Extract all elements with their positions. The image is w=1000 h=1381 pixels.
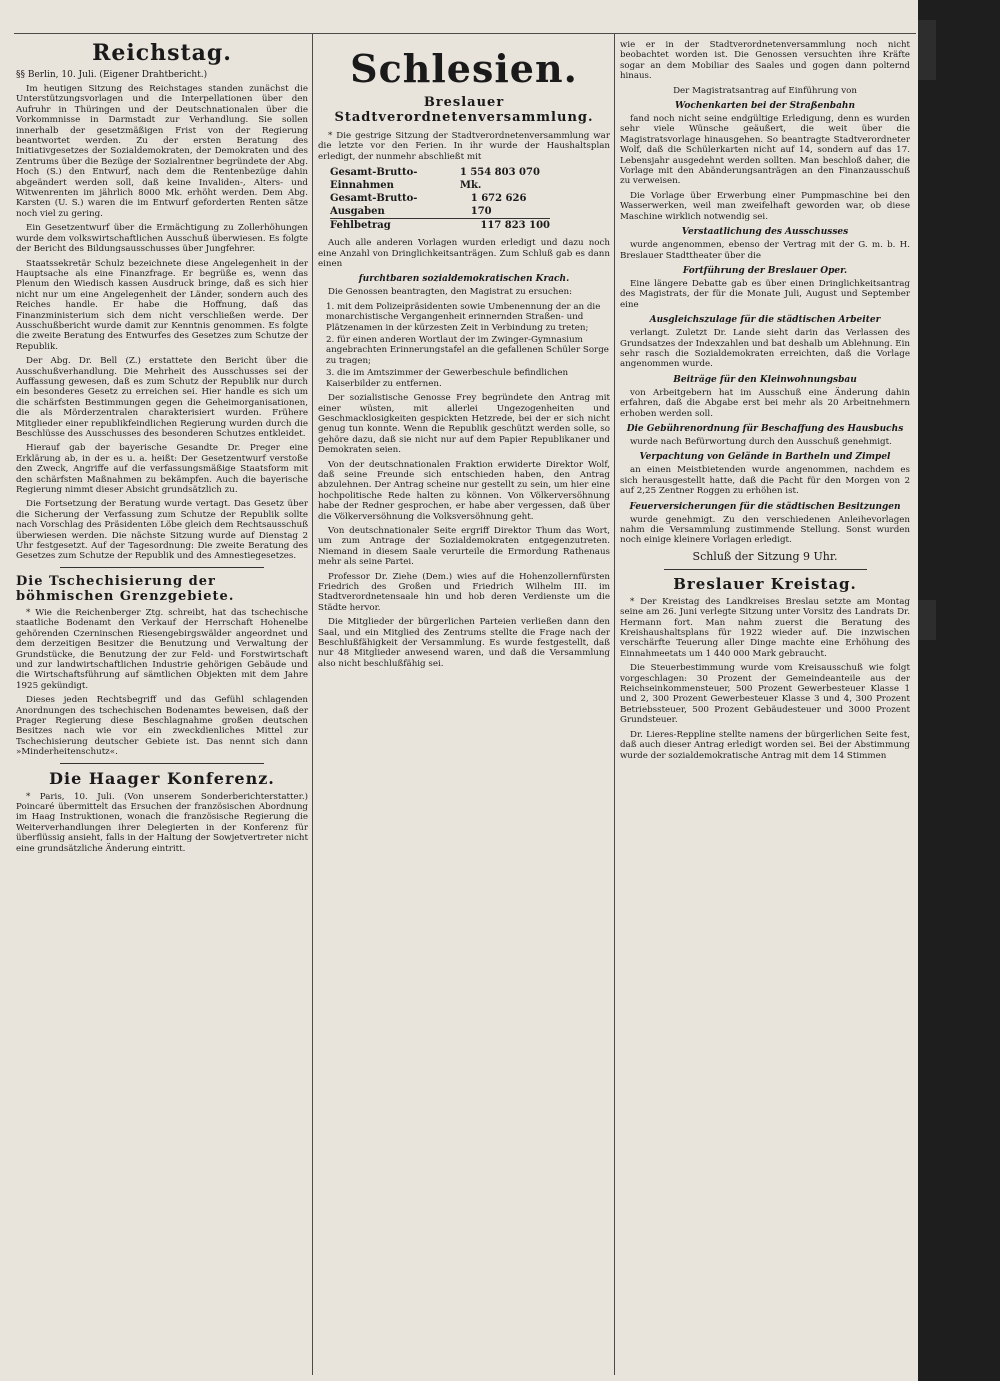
article-paragraph: Die Vorlage über Erwerbung einer Pumpmaschine bei den Wasserwerken, weil man zweifelhaft geworden war, ob diese Maschine wirklich notwendig sei. (620, 190, 910, 222)
article-paragraph: wurde genehmigt. Zu den verschiedenen Anleihevorlagen nahm die Versammlung zustimmende Stellung. Sonst wurden noch einige kleinere Vorlagen erledigt. (620, 514, 910, 546)
article-paragraph: Der sozialistische Genosse Frey begründete den Antrag mit einer wüsten, mit allerlei Ungezogenheiten und Geschmacklosigkeiten gespickten Hetzrede, bei der er sich nicht genug tun konnte. Wenn die Republik geschützt werden solle, so gehöre dazu, daß sie nicht nur auf dem Papier Republikaner und Demokraten seien. (318, 393, 610, 456)
verpachtung-subheadline: Verpachtung von Gelände in Bartheln und Zimpel (639, 452, 891, 463)
article-paragraph: Der Abg. Dr. Bell (Z.) erstattete den Bericht über die Ausschußverhandlung. Die Mehrheit des Ausschusses sei der Auffassung gewesen, daß es zum Schutz der Republik nur durch ein besonderes Gesetz zu erreichen sei. Hier handle es sich um die schärfsten Bestimmungen gegen die Geheimorganisationen, die als Mörderzentralen charakterisiert wurden. Frühere Mitglieder einer republikfeindlichen Regierung wurden durch die Beschlüsse des Ausschusses des besonderen Schutzes entkleidet. (16, 356, 308, 439)
article-paragraph: fand noch nicht seine endgültige Erledigung, denn es wurden sehr viele Wünsche geäußert, die weit über die Magistratsvorlage hinausgehen. So beantragte Stadtverordneter Wolf, daß die Schülerkarten nicht auf 14, sondern auf das 17. Lebensjahr ausgedehnt werden sollten. Man beschloß daher, die Vorlage mit den Abänderungsanträgen an den Finanzausschuß zu verweisen. (620, 114, 910, 187)
budget-label: Gesamt-Brutto-Einnahmen (330, 167, 418, 192)
oper-subheadline: Fortführung der Breslauer Oper. (682, 265, 848, 276)
wochenkarten-subheadline: Wochenkarten bei der Straßenbahn (674, 101, 856, 112)
article-paragraph: Die Steuerbestimmung wurde vom Kreisausschuß wie folgt vorgeschlagen: 30 Prozent der Gemeindeanteile aus der Reichseinkommensteuer, 500 Prozent Gewerbesteuer Klasse 1 und 2, 300 Prozent Gewerbesteuer Klasse 3 und 4, 300 Prozent Betriebssteuer, 500 Prozent Gebäudesteuer und 3000 Prozent Grundsteuer. (620, 663, 910, 726)
reichstag-headline: Reichstag. (92, 40, 232, 66)
article-paragraph: wie er in der Stadtverordnetenversammlung noch nicht beobachtet worden ist. Die Genossen versuchten ihre Kräfte sogar an dem Mobiliar des Saales und gogen dann polternd hinaus. (620, 40, 910, 82)
article-paragraph: Auch alle anderen Vorlagen wurden erledigt und dazu noch eine Anzahl von Dringlichkeitsanträgen. Zum Schluß gab es dann einen (318, 238, 610, 270)
article-paragraph: * Die gestrige Sitzung der Stadtverordnetenversammlung war die letzte vor den Ferien. In ihr wurde der Haushaltsplan erledigt, der nunmehr abschließt mit (318, 131, 610, 162)
kreistag-headline: Breslauer Kreistag. (673, 574, 857, 593)
scan-edge-strip (918, 0, 1000, 1381)
article-paragraph: Dieses jeden Rechtsbegriff und das Gefühl schlagenden Anordnungen des tschechischen Bodenamtes beweisen, daß der Prager Regierung diese Beschlagnahme großen deutschen Besitzes nach wie vor ein zweckdienliches Mittel zur Tschechisierung deutscher Gebiete ist. Das nennt sich dann »Minderheitenschutz«. (16, 695, 308, 758)
budget-label: Gesamt-Brutto-Ausgaben (330, 193, 418, 218)
krach-subheadline: furchtbaren sozialdemokratischen Krach. (358, 274, 570, 285)
article-paragraph: * Paris, 10. Juli. (Von unserem Sonderberichterstatter.) Poincaré übermittelt das Ersuchen der französischen Abordnung im Haag Instruktionen, wonach die französische Regierung die Weiterverhandlungen ihrer Delegierten in der Konferenz für überflüssig ansieht, falls in der Haltung der Sowjetvertreter nicht eine grundsätzliche Änderung eintritt. (16, 791, 308, 854)
article-paragraph: Ein Gesetzentwurf über die Ermächtigung zu Zollerhöhungen wurde dem volkswirtschaftlichen Ausschuß überwiesen. Es folgte der Bericht des Bildungsausschusses über Jungfehrer. (16, 223, 308, 255)
column-rule (312, 34, 313, 1375)
stadtverordneten-subheadline: Breslauer Stadtverordnetenversammlung. (334, 95, 594, 125)
article-paragraph: Der Magistratsantrag auf Einführung von (673, 85, 857, 96)
schlesien-headline: Schlesien. (350, 46, 578, 91)
versicherung-subheadline: Feuerversicherungen für die städtischen Besitzungen (629, 501, 901, 512)
article-paragraph: Von der deutschnationalen Fraktion erwiderte Direktor Wolf, daß seine Freunde sich entschieden haben, den Antrag abzulehnen. Der Antrag scheine nur gestellt zu sein, um hier eine hochpolitische Rede halten zu können. Von Völkerversöhnung habe der Redner gesprochen, er habe aber vergessen, daß über die Völkerversöhnung die Volksversöhnung geht. (318, 459, 610, 522)
session-closing: Schluß der Sitzung 9 Uhr. (692, 549, 838, 563)
scan-edge-mark (918, 20, 936, 80)
budget-row (330, 192, 550, 218)
article-paragraph: Eine längere Debatte gab es über einen Dringlichkeitsantrag des Magistrats, der für die Monate Juli, August und September eine (620, 278, 910, 310)
haager-headline: Die Haager Konferenz. (49, 768, 275, 788)
top-rule (14, 33, 916, 34)
article-paragraph: Die Mitglieder der bürgerlichen Parteien verließen dann den Saal, und ein Mitglied des Zentrums stellte die Frage nach der Beschlußfähigkeit der Versammlung. Es wurde festgestellt, daß nur 48 Mitglieder anwesend waren, und daß die Versammlung also nicht beschlußfähig sei. (318, 617, 610, 669)
article-paragraph: Von deutschnationaler Seite ergriff Direktor Thum das Wort, um zum Antrage der Sozialdemokraten entgegenzutreten. Niemand in diesem Saale verurteile die Ermordung Rathenaus mehr als seine Partei. (318, 525, 610, 568)
article-paragraph: Dr. Lieres-Reppline stellte namens der bürgerlichen Seite fest, daß auch dieser Antrag erledigt worden sei. Bei der Abstimmung wurde der sozialdemokratische Antrag mit dem 14 Stimmen (620, 729, 910, 761)
article-paragraph: Professor Dr. Ziehe (Dem.) wies auf die Hohenzollernfürsten Friedrich des Großen und Friedrich Wilhelm III. im Stadtverordnetensaale hin und hob deren Verdienste um die Städte hervor. (318, 571, 610, 613)
budget-table (330, 166, 610, 232)
article-paragraph: Hierauf gab der bayerische Gesandte Dr. Preger eine Erklärung ab, in der es u. a. heißt: Der Gesetzentwurf verstoße den Zweck, Angriffe auf die verfassungsmäßige Staatsform mit den schärfsten Maßnahmen zu bekämpfen. Auch die bayerische Regierung nimmt dieser Absicht grundsätzlich zu. (16, 443, 308, 496)
budget-value: 1 554 803 070 Mk. (459, 167, 540, 192)
reichstag-dateline: §§ Berlin, 10. Juli. (Eigener Drahtbericht.) (16, 70, 208, 80)
budget-value: 1 672 626 170 (470, 193, 527, 218)
gebuehren-subheadline: Die Gebührenordnung für Beschaffung des Hausbuchs (626, 423, 904, 434)
kleinwohnung-subheadline: Beiträge für den Kleinwohnungsbau (673, 374, 857, 385)
article-paragraph: Im heutigen Sitzung des Reichstages standen zunächst die Unterstützungsvorlagen und die Interpellationen über den Aufruhr in Thüringen und der Deutschnationalen über die Vorkommnisse in Darmstadt zur Verhandlung. Sie sollen innerhalb der gesetzmäßigen Frist von der Regierung beantwortet werden. Zu der ersten Beratung des Initiativgesetzes der Sozialdemokraten, der Demokraten und des Zentrums über die Bezüge der Sozialrentner begründete der Abg. Hoch (S.) den Entwurf, nach dem die Rentenbezüge dahin abgeändert werden soll, daß keine Invaliden-, Alters- und Witwenrenten im jährlich 8000 Mk. erhöht werden. Dem Abg. Karsten (U. S.) waren die im Entwurf geforderten Renten sätze noch viel zu gering. (16, 84, 308, 219)
budget-row (330, 218, 550, 232)
article-paragraph: wurde nach Befürwortung durch den Ausschuß genehmigt. (630, 436, 892, 447)
left-column (16, 40, 308, 1373)
separator (60, 763, 264, 764)
middle-column (318, 40, 610, 1373)
ausgleich-subheadline: Ausgleichszulage für die städtischen Arbeiter (649, 315, 881, 326)
article-paragraph: von Arbeitgebern hat im Ausschuß eine Änderung dahin erfahren, daß die Abgabe erst bei mehr als 20 Arbeitnehmern erhoben werden soll. (620, 387, 910, 419)
separator (664, 569, 867, 570)
list-item: 3. die im Amtszimmer der Gewerbeschule befindlichen Kaiserbilder zu entfernen. (326, 368, 569, 389)
article-paragraph: Die Fortsetzung der Beratung wurde vertagt. Das Gesetz über die Sicherung der Verfassung zum Schutze der Republik sollte nach Vorschlag des Präsidenten Löbe gleich dem Rechtsausschuß überwiesen werden. Die nächste Sitzung wurde auf Dienstag 2 Uhr festgesetzt. Auf der Tagesordnung: Die zweite Beratung des Gesetzes zum Schutze der Republik und des Amnestiegesetzes. (16, 499, 308, 562)
article-paragraph: an einen Meistbietenden wurde angenommen, nachdem es sich herausgestellt hatte, daß die Pacht für den Morgen von 2 auf 2,25 Zentner Roggen zu erhöhen ist. (620, 465, 910, 497)
article-paragraph: Staatssekretär Schulz bezeichnete diese Angelegenheit in der Hauptsache als eine Finanzfrage. Er begrüße es, wenn das Plenum den Wiedisch kassen Ausdruck bringe, daß es sich hier nicht nur um eine Angelegenheit der Länder, sondern auch des Reiches handle. Er habe die Hoffnung, daß das Finanzministerium sich dem nicht verschließen werde. Der Ausschußbericht wurde damit zur Kenntnis genommen. Es folgte die zweite Beratung des Entwurfes des Gesetzes zum Schutze der Republik. (16, 258, 308, 352)
budget-value: 117 823 100 (480, 220, 550, 232)
column-rule (614, 34, 615, 1375)
article-paragraph: Die Genossen beantragten, den Magistrat zu ersuchen: (328, 287, 572, 298)
verstaatlichung-subheadline: Verstaatlichung des Ausschusses (681, 227, 849, 238)
article-paragraph: verlangt. Zuletzt Dr. Lande sieht darin das Verlassen des Grundsatzes der Indexzahlen und bat deshalb um Ablehnung. Ein sehr rasch die Sozialdemokraten erreichten, daß die Vorlage angenommen wurde. (620, 328, 910, 370)
article-paragraph: * Wie die Reichenberger Ztg. schreibt, hat das tschechische staatliche Bodenamt den Verkauf der Herrschaft Hohenelbe gehörenden Czerninschen Riesengebirgswälder angeordnet und dem derzeitigen Besitzer die Benutzung und Verwaltung der Grundstücke, die Benutzung der zur Feld- und Forstwirtschaft und zur landwirtschaftlichen Industrie gehörigen Gebäude und die Wirtschaftsführung auf sämtlichen Objekten mit dem Jahre 1925 gekündigt. (16, 607, 308, 691)
budget-label: Fehlbetrag (330, 220, 391, 232)
separator (60, 567, 264, 568)
article-paragraph: wurde angenommen, ebenso der Vertrag mit der G. m. b. H. Breslauer Stadttheater über die (620, 240, 910, 261)
list-item: 2. für einen anderen Wortlaut der im Zwinger-Gymnasium angebrachten Erinnerungstafel an die gefallenen Schüler Sorge zu tragen; (326, 335, 609, 366)
demands-list (326, 302, 610, 389)
budget-row (330, 166, 550, 192)
right-column (620, 40, 910, 1373)
boehmen-headline: Die Tschechisierung der böhmischen Grenzgebiete. (16, 573, 235, 604)
article-paragraph: * Der Kreistag des Landkreises Breslau setzte am Montag seine am 26. Juni verlegte Sitzung unter Vorsitz des Landrats Dr. Hermann fort. Man nahm zuerst die Beratung des Kreishaushaltsplans für 1922 wieder auf. Die inzwischen verschärfte Teuerung aller Dinge machte eine Erhöhung des Einnahmeetats um 1 440 000 Mark gebraucht. (620, 596, 910, 659)
scan-edge-mark (918, 600, 936, 640)
list-item: 1. mit dem Polizeipräsidenten sowie Umbenennung der an die monarchistische Vergangenheit erinnernden Straßen- und Plätzenamen in der kürzesten Zeit in Verbindung zu treten; (326, 301, 601, 333)
